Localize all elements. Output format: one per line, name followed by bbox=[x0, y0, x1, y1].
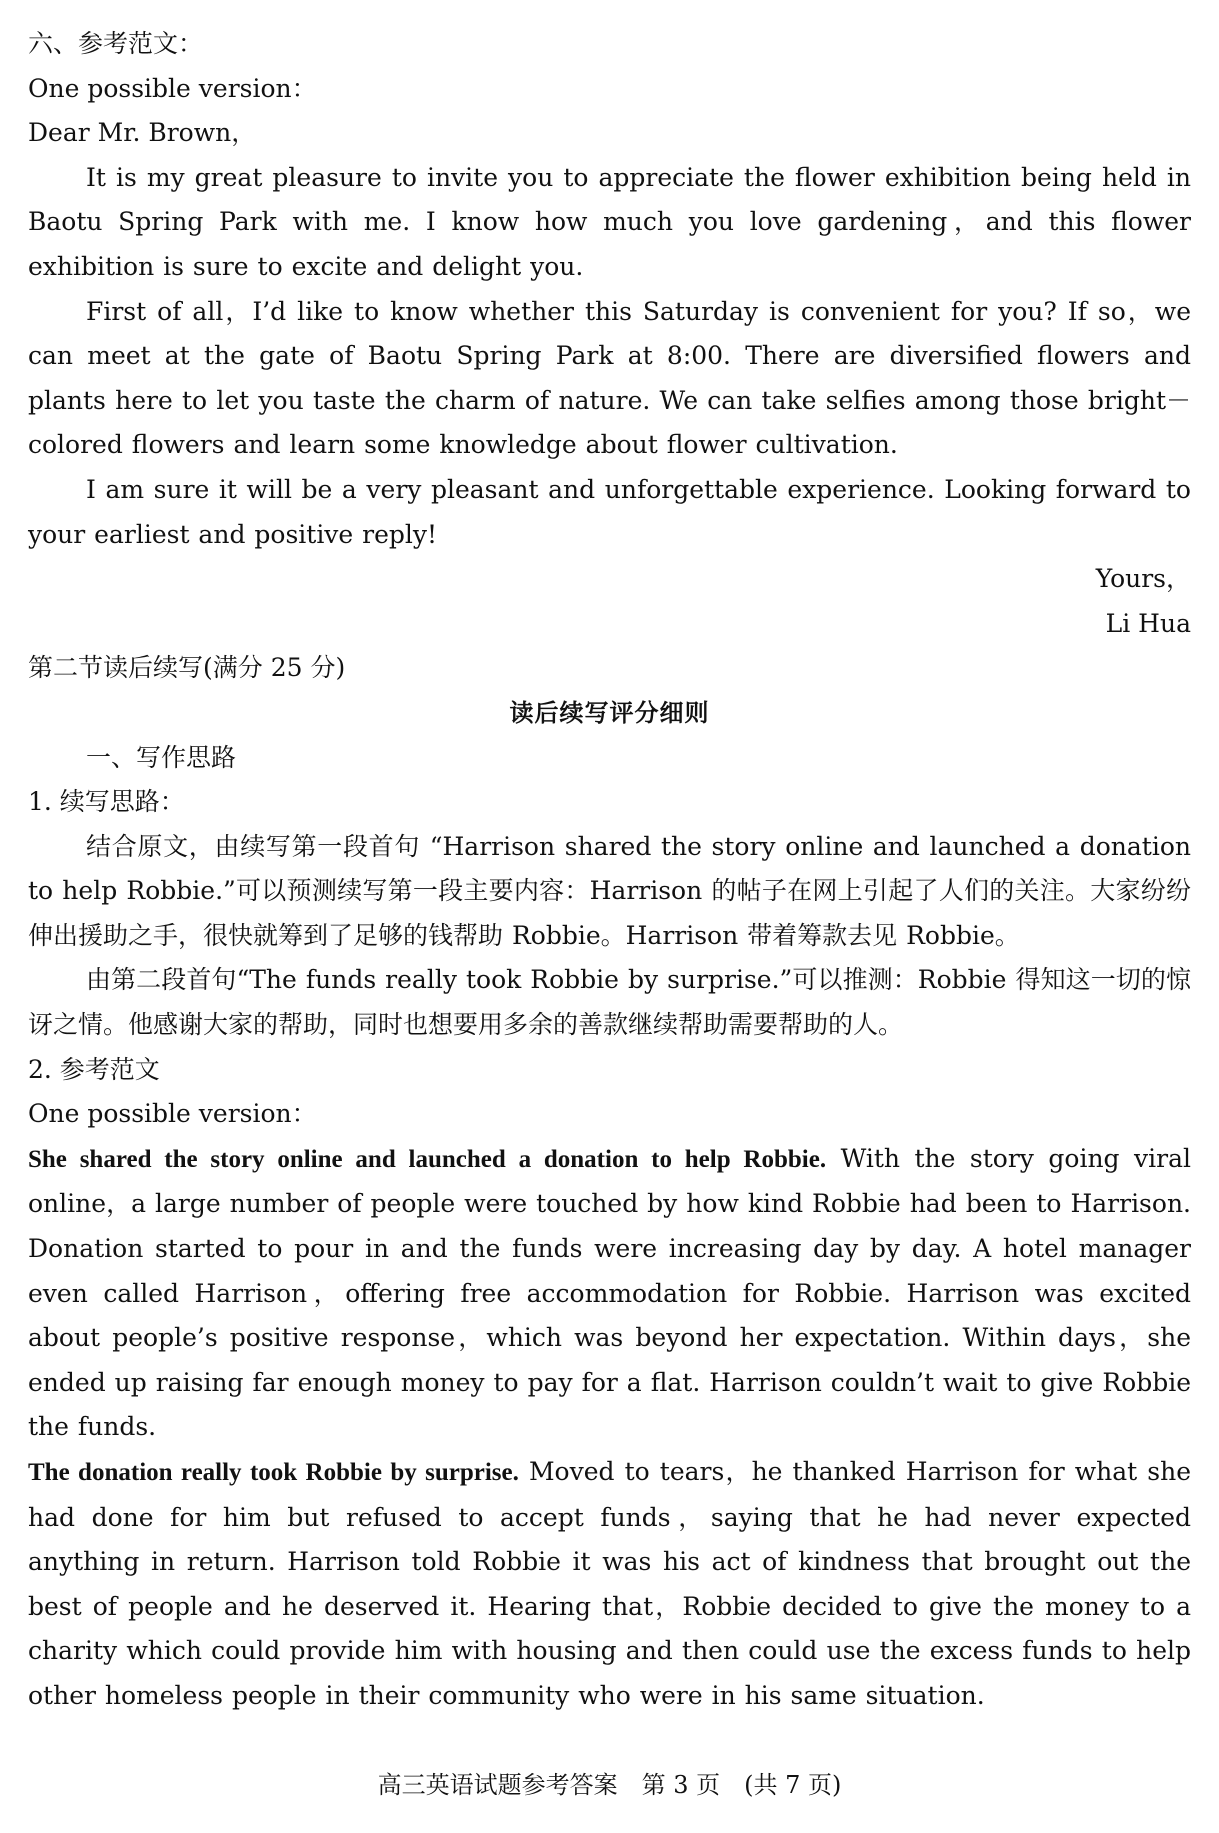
section-six-heading: 六、参考范文： bbox=[28, 29, 204, 58]
essay-body: With the story going viral online，a large number of people were touched by how kind Robbie had been to Harrison. Donation started to pour in and the funds were increasing day by day. A hotel manager even called Harrison，offering free accommodation for Robbie. Harrison was excited about people’s positive response，which was beyond her expectation. Within days，she ended up raising far enough money to pay for a flat. Harrison couldn’t wait to give Robbie the funds. bbox=[28, 1143, 1192, 1442]
letter-salutation: Dear Mr. Brown， bbox=[28, 118, 257, 148]
essay-lead-sentence: The donation really took Robbie by surprise. bbox=[28, 1459, 519, 1486]
answer-page bbox=[28, 22, 1191, 1719]
analysis-paragraph: 结合原文，由续写第一段首句 “Harrison shared the story online and launched a donation to help Robbie.”可以预测续写第一段主要内容：Harrison 的帖子在网上引起了人们的关注。大家纷纷伸出援助之手，很快就筹到了足够的钱帮助 Robbie。Harrison 带着筹款去见 Robbie。 bbox=[28, 831, 1191, 950]
essay-body: Moved to tears，he thanked Harrison for what she had done for him but refused to accept funds，saying that he had never expected anything in return. Harrison told Robbie it was his act of kindness that brought out the best of people and he deserved it. Hearing that，Robbie decided to give the money to a charity which could provide him with housing and then could use the excess funds to help other homeless people in their community who were in his same situation. bbox=[28, 1457, 1191, 1710]
letter-paragraph: First of all，I’d like to know whether this Saturday is convenient for you? If so，we can meet at the gate of Baotu Spring Park at 8:00. There are diversified flowers and plants here to let you taste the charm of nature. We can take selfies among those bright－colored flowers and learn some knowledge about flower cultivation. bbox=[28, 296, 1191, 460]
version-label: One possible version： bbox=[28, 73, 317, 103]
writing-approach-heading: 一、写作思路 bbox=[86, 742, 237, 772]
continuation-approach-label: 1. 续写思路： bbox=[28, 787, 185, 817]
version-label: One possible version： bbox=[28, 1099, 317, 1129]
letter-paragraph: I am sure it will be a very pleasant and unforgettable experience. Looking forward to your earliest and positive reply! bbox=[28, 474, 1191, 549]
letter-signature: Li Hua bbox=[1105, 608, 1191, 638]
sample-essay-label: 2. 参考范文 bbox=[28, 1054, 160, 1084]
section-two-heading: 第二节读后续写(满分 25 分) bbox=[28, 653, 346, 683]
letter-paragraph: It is my great pleasure to invite you to appreciate the flower exhibition being held in Baotu Spring Park with me. I know how much you love gardening，and this flower exhibition is sure to excite and delight you. bbox=[28, 162, 1191, 281]
essay-paragraph bbox=[28, 1450, 1191, 1719]
page-footer: 高三英语试题参考答案 第 3 页 (共 7 页) bbox=[377, 1771, 842, 1799]
analysis-paragraph: 由第二段首句“The funds really took Robbie by surprise.”可以推测：Robbie 得知这一切的惊讶之情。他感谢大家的帮助，同时也想要用多余的善款继续帮助需要帮助的人。 bbox=[28, 965, 1191, 1040]
essay-lead-sentence: She shared the story online and launched a donation to help Robbie. bbox=[28, 1145, 827, 1173]
essay-paragraph bbox=[28, 1137, 1191, 1450]
letter-closing: Yours， bbox=[1095, 564, 1191, 594]
scoring-rules-title: 读后续写评分细则 bbox=[509, 698, 710, 727]
